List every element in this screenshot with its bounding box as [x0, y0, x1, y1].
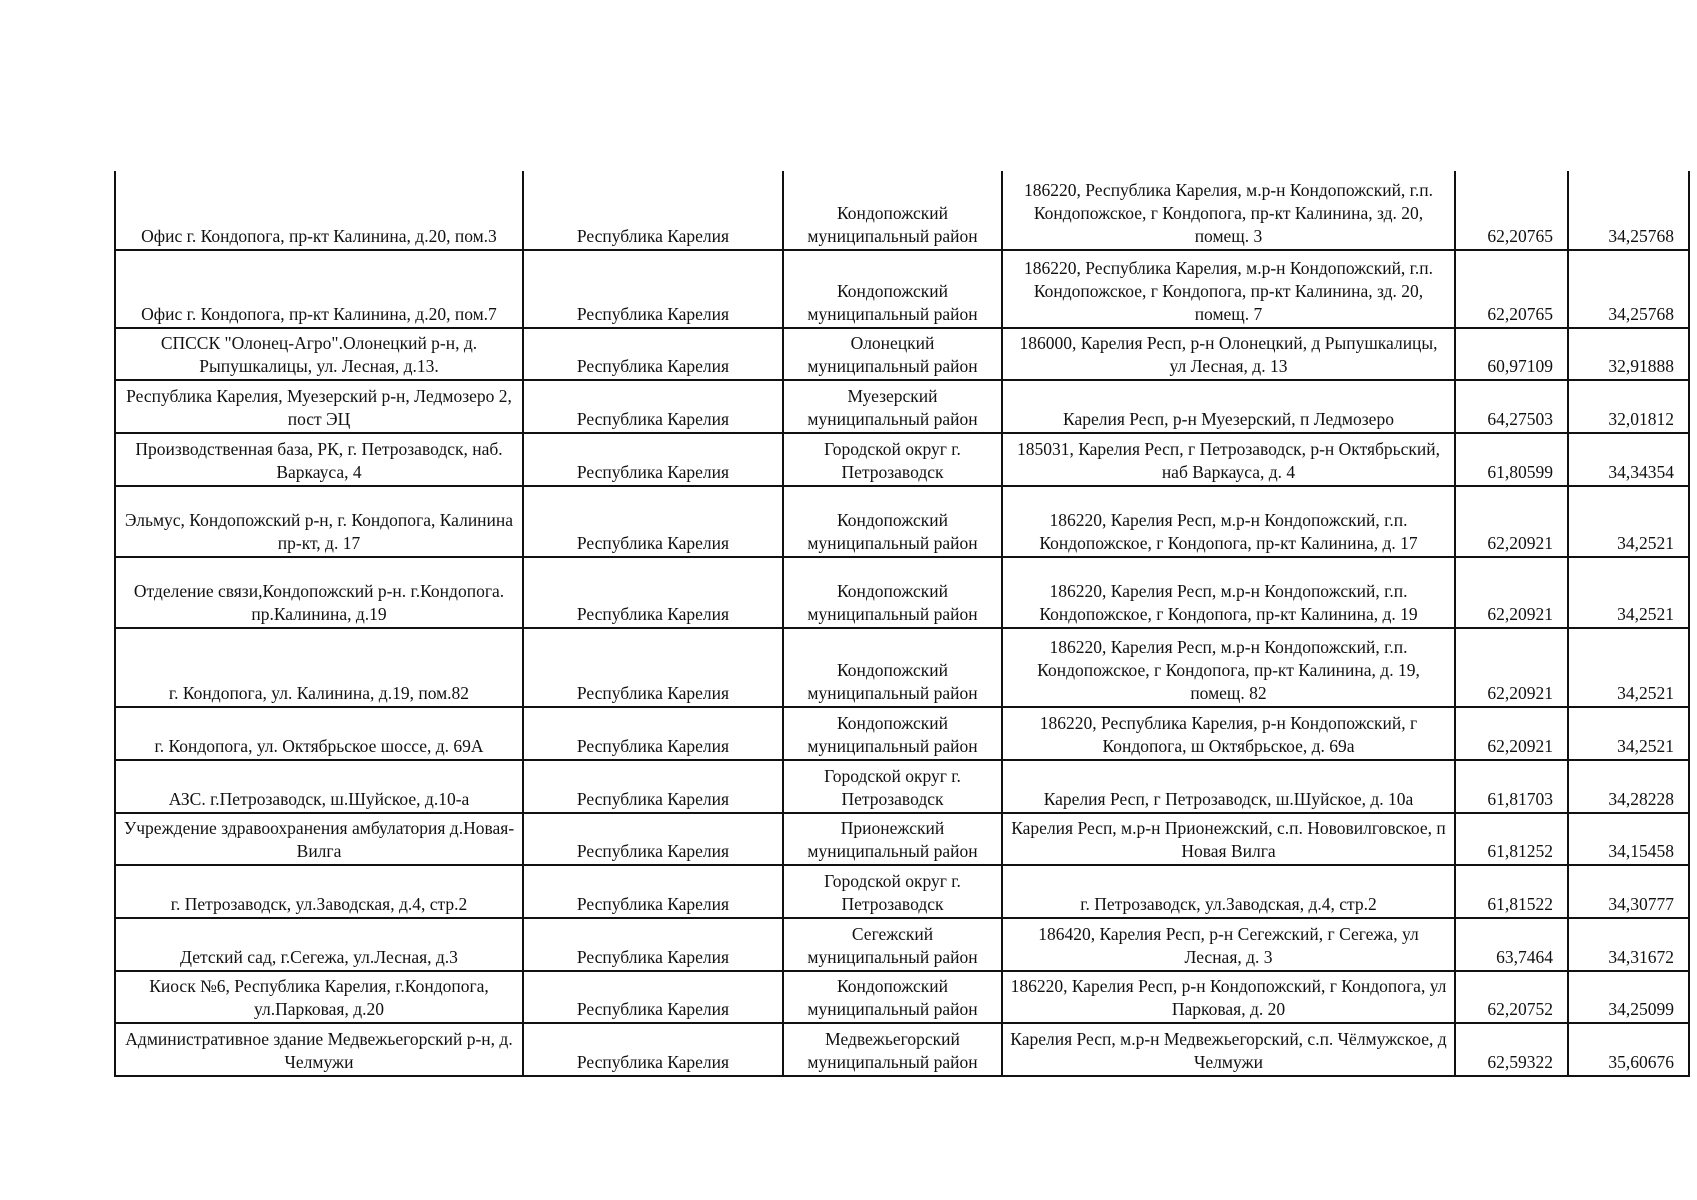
object-name-cell: Офис г. Кондопога, пр-кт Калинина, д.20, пом.7	[115, 250, 523, 328]
latitude-cell: 64,27503	[1455, 380, 1568, 433]
object-name-cell: Эльмус, Кондопожский р-н, г. Кондопога, Калинина пр-кт, д. 17	[115, 486, 523, 557]
latitude-cell: 62,20765	[1455, 171, 1568, 250]
table-row	[115, 865, 1689, 918]
latitude-cell: 62,20921	[1455, 486, 1568, 557]
object-name-cell: Производственная база, РК, г. Петрозаводск, наб. Варкауса, 4	[115, 433, 523, 486]
district-cell: Олонецкий муниципальный район	[783, 328, 1002, 380]
object-name-cell: г. Кондопога, ул. Октябрьское шоссе, д. 69А	[115, 707, 523, 760]
region-cell: Республика Карелия	[523, 557, 783, 628]
district-cell: Городской округ г. Петрозаводск	[783, 433, 1002, 486]
region-cell: Республика Карелия	[523, 628, 783, 707]
table-body	[115, 171, 1689, 1076]
object-name-cell: Учреждение здравоохранения амбулатория д.Новая-Вилга	[115, 813, 523, 865]
object-name-cell: СПССК "Олонец-Агро".Олонецкий р-н, д. Рыпушкалицы, ул. Лесная, д.13.	[115, 328, 523, 380]
longitude-cell: 34,28228	[1568, 760, 1689, 813]
latitude-cell: 63,7464	[1455, 918, 1568, 971]
district-cell: Кондопожский муниципальный район	[783, 171, 1002, 250]
table-row	[115, 918, 1689, 971]
table-row	[115, 971, 1689, 1023]
district-cell: Муезерский муниципальный район	[783, 380, 1002, 433]
longitude-cell: 34,2521	[1568, 486, 1689, 557]
longitude-cell: 34,25099	[1568, 971, 1689, 1023]
region-cell: Республика Карелия	[523, 760, 783, 813]
longitude-cell: 35,60676	[1568, 1023, 1689, 1076]
region-cell: Республика Карелия	[523, 865, 783, 918]
table-row	[115, 433, 1689, 486]
table-row	[115, 486, 1689, 557]
region-cell: Республика Карелия	[523, 918, 783, 971]
latitude-cell: 60,97109	[1455, 328, 1568, 380]
address-cell: г. Петрозаводск, ул.Заводская, д.4, стр.2	[1002, 865, 1455, 918]
table-row	[115, 380, 1689, 433]
latitude-cell: 62,20921	[1455, 628, 1568, 707]
region-cell: Республика Карелия	[523, 328, 783, 380]
address-cell: 186420, Карелия Респ, р-н Сегежский, г Сегежа, ул Лесная, д. 3	[1002, 918, 1455, 971]
region-cell: Республика Карелия	[523, 971, 783, 1023]
longitude-cell: 34,2521	[1568, 628, 1689, 707]
object-name-cell: Республика Карелия, Муезерский р-н, Ледмозеро 2, пост ЭЦ	[115, 380, 523, 433]
latitude-cell: 61,80599	[1455, 433, 1568, 486]
latitude-cell: 62,20765	[1455, 250, 1568, 328]
table-row	[115, 628, 1689, 707]
object-name-cell: Офис г. Кондопога, пр-кт Калинина, д.20, пом.3	[115, 171, 523, 250]
district-cell: Городской округ г. Петрозаводск	[783, 760, 1002, 813]
longitude-cell: 34,2521	[1568, 557, 1689, 628]
district-cell: Городской округ г. Петрозаводск	[783, 865, 1002, 918]
table-row	[115, 250, 1689, 328]
region-cell: Республика Карелия	[523, 486, 783, 557]
address-cell: Карелия Респ, г Петрозаводск, ш.Шуйское, д. 10а	[1002, 760, 1455, 813]
region-cell: Республика Карелия	[523, 433, 783, 486]
longitude-cell: 34,30777	[1568, 865, 1689, 918]
latitude-cell: 61,81252	[1455, 813, 1568, 865]
address-cell: 186000, Карелия Респ, р-н Олонецкий, д Рыпушкалицы, ул Лесная, д. 13	[1002, 328, 1455, 380]
district-cell: Кондопожский муниципальный район	[783, 250, 1002, 328]
district-cell: Медвежьегорский муниципальный район	[783, 1023, 1002, 1076]
district-cell: Кондопожский муниципальный район	[783, 971, 1002, 1023]
latitude-cell: 62,20752	[1455, 971, 1568, 1023]
latitude-cell: 62,20921	[1455, 707, 1568, 760]
address-cell: 186220, Республика Карелия, м.р-н Кондопожский, г.п. Кондопожское, г Кондопога, пр-кт Калинина, зд. 20, помещ. 3	[1002, 171, 1455, 250]
object-name-cell: Отделение связи,Кондопожский р-н. г.Кондопога. пр.Калинина, д.19	[115, 557, 523, 628]
district-cell: Кондопожский муниципальный район	[783, 707, 1002, 760]
address-cell: Карелия Респ, м.р-н Прионежский, с.п. Нововилговское, п Новая Вилга	[1002, 813, 1455, 865]
longitude-cell: 34,34354	[1568, 433, 1689, 486]
region-cell: Республика Карелия	[523, 171, 783, 250]
table-row	[115, 813, 1689, 865]
longitude-cell: 34,15458	[1568, 813, 1689, 865]
address-cell: 186220, Республика Карелия, р-н Кондопожский, г Кондопога, ш Октябрьское, д. 69а	[1002, 707, 1455, 760]
longitude-cell: 34,25768	[1568, 171, 1689, 250]
address-cell: 185031, Карелия Респ, г Петрозаводск, р-н Октябрьский, наб Варкауса, д. 4	[1002, 433, 1455, 486]
object-name-cell: Административное здание Медвежьегорский р-н, д. Челмужи	[115, 1023, 523, 1076]
district-cell: Кондопожский муниципальный район	[783, 557, 1002, 628]
table-row	[115, 328, 1689, 380]
latitude-cell: 62,20921	[1455, 557, 1568, 628]
table-row	[115, 171, 1689, 250]
address-cell: 186220, Карелия Респ, м.р-н Кондопожский, г.п. Кондопожское, г Кондопога, пр-кт Калинина, д. 19	[1002, 557, 1455, 628]
latitude-cell: 61,81703	[1455, 760, 1568, 813]
latitude-cell: 62,59322	[1455, 1023, 1568, 1076]
longitude-cell: 34,25768	[1568, 250, 1689, 328]
region-cell: Республика Карелия	[523, 380, 783, 433]
table-row	[115, 557, 1689, 628]
object-name-cell: АЗС. г.Петрозаводск, ш.Шуйское, д.10-а	[115, 760, 523, 813]
district-cell: Прионежский муниципальный район	[783, 813, 1002, 865]
latitude-cell: 61,81522	[1455, 865, 1568, 918]
address-cell: 186220, Карелия Респ, м.р-н Кондопожский, г.п. Кондопожское, г Кондопога, пр-кт Калинина, д. 19, помещ. 82	[1002, 628, 1455, 707]
object-name-cell: Детский сад, г.Сегежа, ул.Лесная, д.3	[115, 918, 523, 971]
address-cell: Карелия Респ, р-н Муезерский, п Ледмозеро	[1002, 380, 1455, 433]
longitude-cell: 34,2521	[1568, 707, 1689, 760]
region-cell: Республика Карелия	[523, 250, 783, 328]
address-cell: 186220, Карелия Респ, м.р-н Кондопожский, г.п. Кондопожское, г Кондопога, пр-кт Калинина, д. 17	[1002, 486, 1455, 557]
table-row	[115, 707, 1689, 760]
table-row	[115, 760, 1689, 813]
locations-table	[114, 171, 1690, 1077]
longitude-cell: 34,31672	[1568, 918, 1689, 971]
longitude-cell: 32,01812	[1568, 380, 1689, 433]
object-name-cell: Киоск №6, Республика Карелия, г.Кондопога, ул.Парковая, д.20	[115, 971, 523, 1023]
district-cell: Кондопожский муниципальный район	[783, 628, 1002, 707]
region-cell: Республика Карелия	[523, 813, 783, 865]
address-cell: Карелия Респ, м.р-н Медвежьегорский, с.п. Чёлмужское, д Челмужи	[1002, 1023, 1455, 1076]
address-cell: 186220, Республика Карелия, м.р-н Кондопожский, г.п. Кондопожское, г Кондопога, пр-кт Калинина, зд. 20, помещ. 7	[1002, 250, 1455, 328]
district-cell: Кондопожский муниципальный район	[783, 486, 1002, 557]
longitude-cell: 32,91888	[1568, 328, 1689, 380]
object-name-cell: г. Кондопога, ул. Калинина, д.19, пом.82	[115, 628, 523, 707]
object-name-cell: г. Петрозаводск, ул.Заводская, д.4, стр.2	[115, 865, 523, 918]
region-cell: Республика Карелия	[523, 707, 783, 760]
region-cell: Республика Карелия	[523, 1023, 783, 1076]
table-row	[115, 1023, 1689, 1076]
district-cell: Сегежский муниципальный район	[783, 918, 1002, 971]
address-cell: 186220, Карелия Респ, р-н Кондопожский, г Кондопога, ул Парковая, д. 20	[1002, 971, 1455, 1023]
